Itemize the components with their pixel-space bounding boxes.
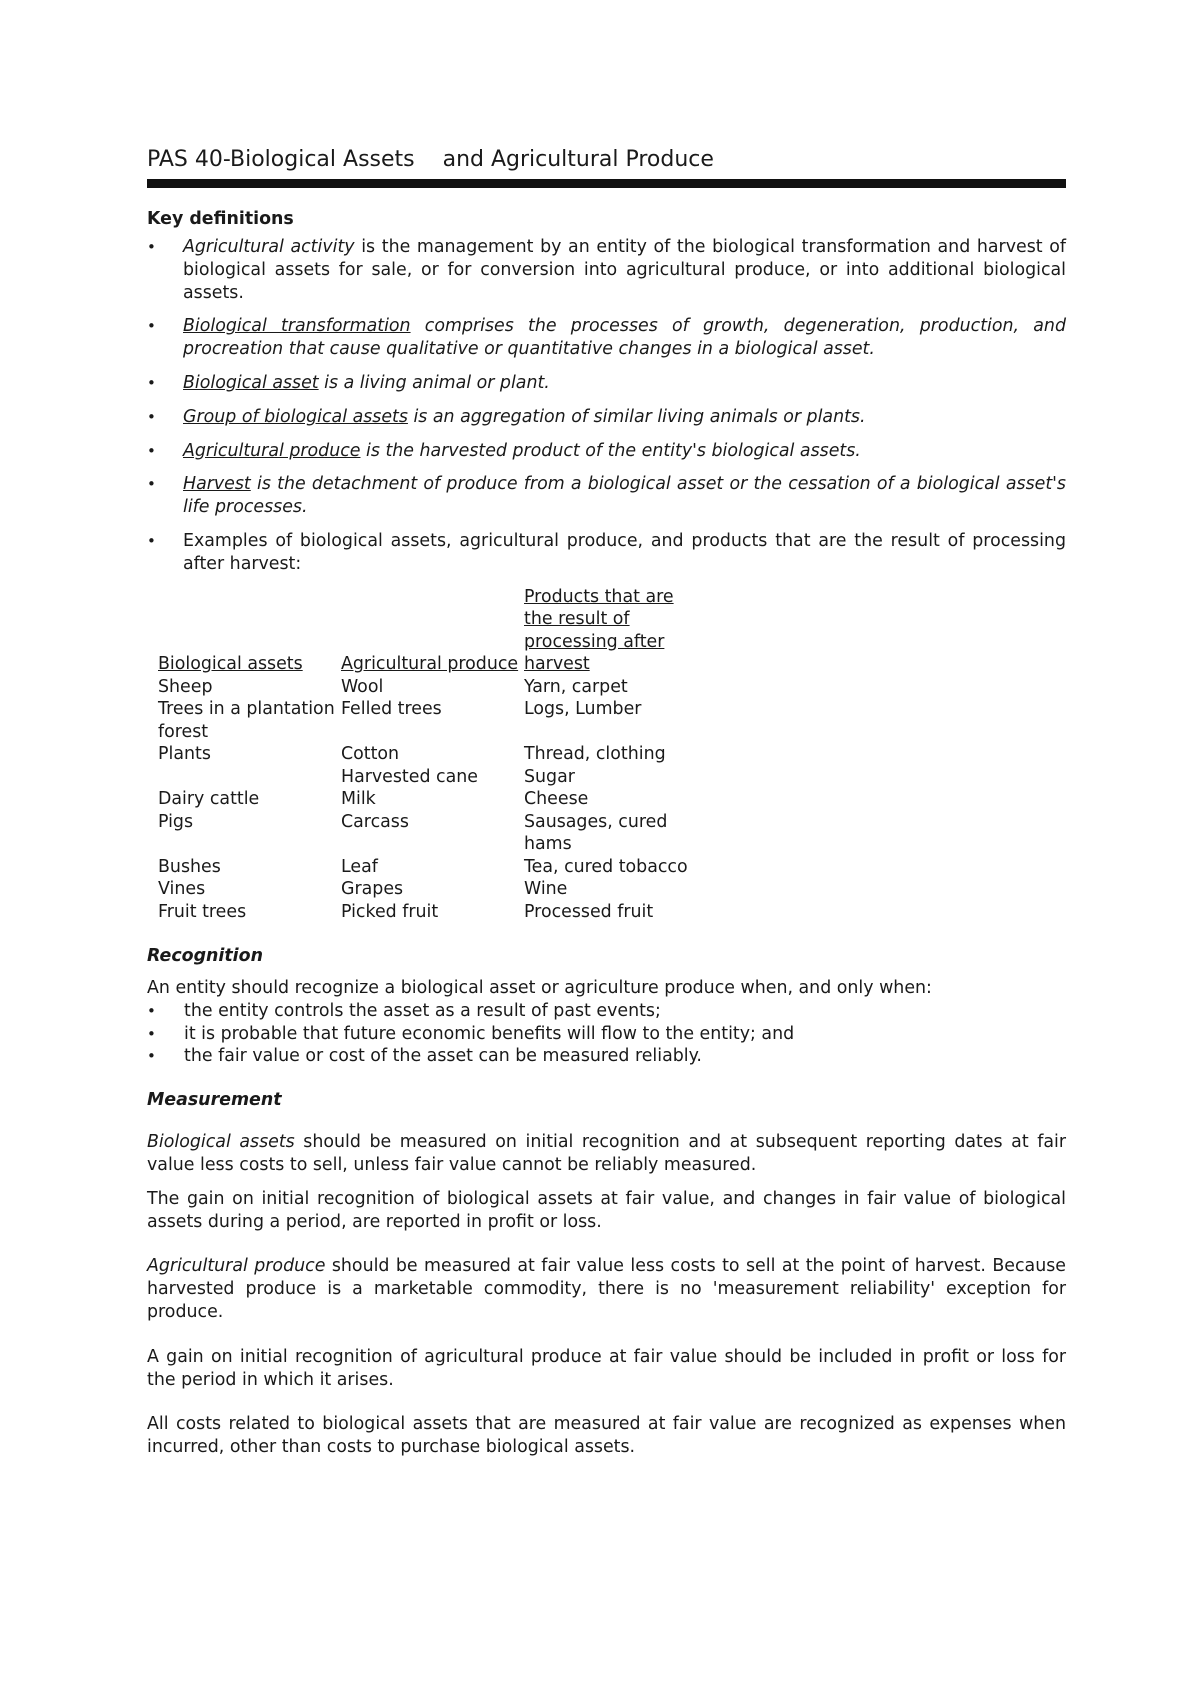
definition-text: is a living animal or plant. — [318, 372, 550, 393]
key-definitions-heading: Key definitions — [147, 209, 294, 229]
examples-intro: Examples of biological assets, agricultural produce, and products that are the result of processing after harvest: — [183, 530, 1066, 574]
table-cell: Thread, clothing — [524, 744, 666, 765]
definition-item — [147, 315, 1066, 361]
table-cell: Harvested cane — [341, 766, 478, 787]
paragraph-text: should be measured on initial recognition and at subsequent reporting dates at fair value less costs to sell, unless fair value cannot be reliably measured. — [147, 1132, 1066, 1176]
definition-item — [147, 236, 1066, 304]
table-cell: Carcass — [341, 811, 409, 832]
table-cell: Felled trees — [341, 699, 442, 720]
table-cell: Bushes — [158, 856, 221, 877]
table-cell: Dairy cattle — [158, 789, 260, 810]
table-row — [158, 878, 694, 901]
table-cell: Wine — [524, 879, 568, 900]
table-cell: Cotton — [341, 744, 400, 765]
paragraph-term: Biological assets — [147, 1132, 295, 1153]
definition-term: Agricultural activity — [183, 237, 355, 257]
table-cell: Sheep — [158, 676, 213, 697]
definition-item — [147, 440, 1066, 463]
table-cell: Leaf — [341, 856, 378, 877]
column-header: Products that are the result of processing after harvest — [524, 586, 674, 675]
table-row — [158, 698, 694, 743]
paragraph-text: should be measured at fair value less costs to sell at the point of harvest. Because harvested produce is a marketable commodity, there is no 'measurement reliability' exception for produce. — [147, 1256, 1066, 1323]
measurement-paragraph: A gain on initial recognition of agricultural produce at fair value should be included in profit or loss for the period in which it arises. — [147, 1346, 1066, 1390]
table-cell: Processed fruit — [524, 901, 654, 922]
table-cell: Sausages, cured hams — [524, 811, 668, 855]
definition-text: is the detachment of produce from a biological asset or the cessation of a biological asset's life processes. — [183, 474, 1066, 518]
table-row — [158, 901, 694, 924]
table-cell: Yarn, carpet — [524, 676, 628, 697]
definition-term: Harvest — [183, 474, 251, 495]
definition-term: Biological transformation — [183, 316, 411, 337]
table-row — [158, 811, 694, 856]
definition-term: Biological asset — [183, 372, 319, 393]
definition-item — [147, 530, 1066, 576]
table-cell: Picked fruit — [341, 901, 439, 922]
definition-item — [147, 473, 1066, 519]
definition-item — [147, 406, 1066, 429]
table-cell: Cheese — [524, 789, 589, 810]
definition-term: Group of biological assets — [183, 406, 408, 427]
list-item: • the entity controls the asset as a result of past events; — [147, 1000, 1066, 1023]
definition-term: Agricultural produce — [183, 440, 361, 461]
measurement-paragraph: All costs related to biological assets that are measured at fair value are recognized as expenses when incurred, other than costs to purchase biological assets. — [147, 1414, 1066, 1458]
definition-text: is the harvested product of the entity's biological assets. — [360, 440, 861, 461]
examples-table — [158, 586, 694, 924]
table-cell: Milk — [341, 789, 376, 810]
list-item: • it is probable that future economic benefits will flow to the entity; and — [147, 1023, 1066, 1046]
column-header: Biological assets — [158, 654, 303, 675]
table-header-row — [158, 586, 694, 676]
recognition-heading: Recognition — [147, 946, 263, 967]
title-divider — [147, 179, 1066, 188]
table-cell: Grapes — [341, 879, 404, 900]
definition-text: is the management by an entity of the biological transformation and harvest of biological assets for sale, or for conversion into agricultural produce, or into additional biological assets. — [183, 237, 1066, 303]
measurement-heading: Measurement — [147, 1090, 282, 1111]
table-cell: Plants — [158, 744, 211, 765]
definition-text: comprises the processes of growth, degeneration, production, and procreation that cause qualitative or quantitative changes in a biological asset. — [183, 316, 1066, 360]
table-row — [158, 856, 694, 879]
recognition-list — [147, 1000, 1066, 1068]
table-row — [158, 766, 694, 789]
measurement-paragraph — [147, 1255, 1066, 1323]
definition-text: is an aggregation of similar living animals or plants. — [407, 406, 866, 427]
table-cell: Fruit trees — [158, 901, 247, 922]
table-cell: Trees in a plantation forest — [158, 699, 335, 742]
table-cell: Sugar — [524, 766, 575, 787]
paragraph-term: Agricultural produce — [147, 1256, 326, 1277]
table-cell — [158, 766, 341, 789]
measurement-paragraph — [147, 1131, 1066, 1177]
table-row — [158, 676, 694, 699]
recognition-intro: An entity should recognize a biological asset or agriculture produce when, and only when: — [147, 978, 932, 999]
page-title: PAS 40-Biological Assets and Agricultural Produce — [147, 147, 714, 172]
table-cell: Vines — [158, 879, 206, 900]
table-body — [158, 676, 694, 924]
table-cell: Tea, cured tobacco — [524, 856, 688, 877]
table-cell: Wool — [341, 676, 384, 697]
table-cell: Pigs — [158, 811, 194, 832]
column-header: Agricultural produce — [341, 654, 519, 675]
table-cell: Logs, Lumber — [524, 699, 642, 720]
measurement-paragraph: The gain on initial recognition of biological assets at fair value, and changes in fair value of biological assets during a period, are reported in profit or loss. — [147, 1188, 1066, 1232]
document-page — [147, 146, 1066, 1470]
definitions-list — [147, 236, 1066, 576]
definition-item — [147, 372, 1066, 395]
table-row — [158, 788, 694, 811]
list-item: • the fair value or cost of the asset can be measured reliably. — [147, 1045, 1066, 1068]
table-row — [158, 743, 694, 766]
